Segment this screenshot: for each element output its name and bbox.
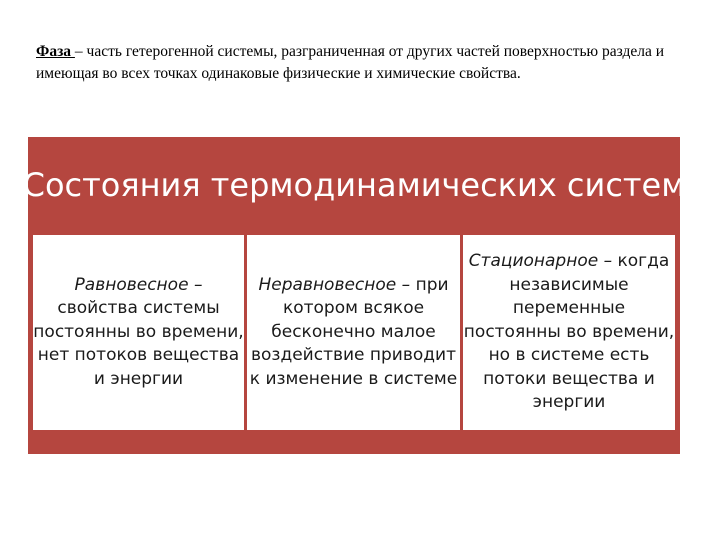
state-title: Неравновесное – — [258, 274, 411, 295]
thermodynamic-states-panel — [22, 137, 686, 454]
state-description: свойства системы постоянны во времени, нет потоков вещества и энергии — [33, 298, 244, 389]
definition-text: – часть гетерогенной системы, разграниченная от других частей поверхностью раздела и имеющая во всех точках одинаковые физические и химические свойства. — [36, 43, 665, 82]
state-card-equilibrium — [33, 235, 244, 430]
state-card-stationary — [463, 235, 675, 430]
state-title: Равновесное – — [74, 274, 203, 295]
panel-title: Состояния термодинамических систем — [22, 165, 686, 204]
definition-term: Фаза — [36, 43, 75, 60]
phase-definition — [36, 41, 686, 85]
state-description: когда независимые переменные постоянны во времени, но в системе есть потоки вещества и энергии — [463, 251, 675, 413]
state-card-nonequilibrium — [247, 235, 460, 430]
state-description: при котором всякое бесконечно малое воздействие приводит к изменение в системе — [249, 274, 458, 389]
state-title: Стационарное – — [468, 251, 613, 272]
